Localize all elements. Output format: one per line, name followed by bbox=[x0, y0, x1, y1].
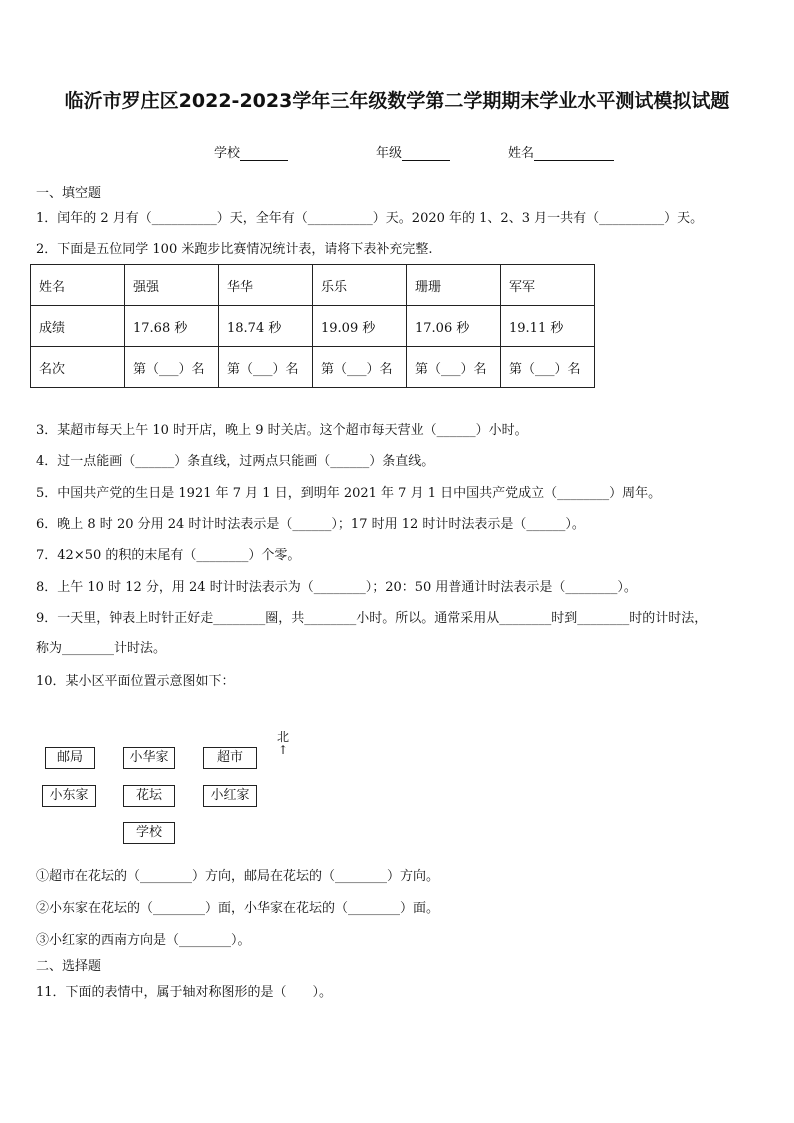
table-cell: 19.09 秒 bbox=[313, 306, 407, 347]
table-cell: 军军 bbox=[501, 265, 595, 306]
table-cell[interactable]: 第（___）名 bbox=[501, 347, 595, 388]
table-cell[interactable]: 第（___）名 bbox=[125, 347, 219, 388]
question-8: 8．上午 10 时 12 分，用 24 时计时法表示为（________）；20：50 用普通计时法表示是（________）。 bbox=[36, 580, 637, 595]
question-4: 4．过一点能画（______）条直线，过两点只能画（______）条直线。 bbox=[36, 454, 435, 469]
question-11: 11．下面的表情中，属于轴对称图形的是（ ）。 bbox=[36, 985, 333, 1000]
table-cell: 珊珊 bbox=[407, 265, 501, 306]
grade-field bbox=[376, 142, 450, 161]
map-flower-bed: 花坛 bbox=[123, 785, 175, 807]
score-table bbox=[30, 264, 595, 388]
section-multiple-choice: 二、选择题 bbox=[36, 959, 102, 974]
map-post-office: 邮局 bbox=[45, 747, 95, 769]
name-blank[interactable] bbox=[534, 146, 614, 161]
name-field bbox=[508, 142, 614, 161]
question-1: 1．闰年的 2 月有（__________）天，全年有（__________）天。2020 年的 1、2、3 月一共有（__________）天。 bbox=[36, 211, 704, 226]
map-xiaohong-home: 小红家 bbox=[203, 785, 257, 807]
table-cell: 成绩 bbox=[31, 306, 125, 347]
map-supermarket: 超市 bbox=[203, 747, 257, 769]
question-6: 6．晚上 8 时 20 分用 24 时计时法表示是（______）；17 时用 12 时计时法表示是（______）。 bbox=[36, 517, 585, 532]
table-cell: 18.74 秒 bbox=[219, 306, 313, 347]
table-cell: 19.11 秒 bbox=[501, 306, 595, 347]
table-cell: 名次 bbox=[31, 347, 125, 388]
page-title: 临沂市罗庄区2022-2023学年三年级数学第二学期期末学业水平测试模拟试题 bbox=[64, 90, 730, 112]
school-label: 学校 bbox=[214, 146, 241, 161]
table-cell: 17.06 秒 bbox=[407, 306, 501, 347]
table-row bbox=[31, 265, 595, 306]
question-5: 5．中国共产党的生日是 1921 年 7 月 1 日，到明年 2021 年 7 月 1 日中国共产党成立（________）周年。 bbox=[36, 486, 662, 501]
north-indicator bbox=[276, 731, 290, 757]
question-3: 3．某超市每天上午 10 时开店，晚上 9 时关店。这个超市每天营业（______）小时。 bbox=[36, 423, 528, 438]
question-10-1: ①超市在花坛的（________）方向，邮局在花坛的（________）方向。 bbox=[36, 869, 440, 884]
table-cell[interactable]: 第（___）名 bbox=[219, 347, 313, 388]
table-cell[interactable]: 第（___）名 bbox=[313, 347, 407, 388]
question-9-line2: 称为________计时法。 bbox=[36, 641, 167, 656]
north-label: 北 bbox=[276, 730, 289, 744]
school-field bbox=[214, 142, 288, 161]
table-row bbox=[31, 306, 595, 347]
name-label: 姓名 bbox=[508, 146, 535, 161]
question-10: 10．某小区平面位置示意图如下： bbox=[36, 674, 235, 689]
question-2: 2．下面是五位同学 100 米跑步比赛情况统计表，请将下表补充完整. bbox=[36, 242, 433, 257]
question-9-line1: 9．一天里，钟表上时针正好走________圈，共________小时。所以。通常采用从________时到________时的计时法， bbox=[36, 611, 708, 626]
table-row bbox=[31, 347, 595, 388]
table-cell: 华华 bbox=[219, 265, 313, 306]
question-10-2: ②小东家在花坛的（________）面，小华家在花坛的（________）面。 bbox=[36, 901, 440, 916]
table-cell: 17.68 秒 bbox=[125, 306, 219, 347]
north-arrow-icon: ↑ bbox=[277, 743, 289, 757]
table-cell: 姓名 bbox=[31, 265, 125, 306]
map-school: 学校 bbox=[123, 822, 175, 844]
table-cell[interactable]: 第（___）名 bbox=[407, 347, 501, 388]
map-xiaohua-home: 小华家 bbox=[123, 747, 175, 769]
school-blank[interactable] bbox=[240, 146, 288, 161]
table-cell: 强强 bbox=[125, 265, 219, 306]
question-7: 7．42×50 的积的末尾有（________）个零。 bbox=[36, 548, 301, 563]
table-cell: 乐乐 bbox=[313, 265, 407, 306]
grade-blank[interactable] bbox=[402, 146, 450, 161]
grade-label: 年级 bbox=[376, 146, 403, 161]
section-fill-blank: 一、填空题 bbox=[36, 186, 102, 201]
map-xiaodong-home: 小东家 bbox=[42, 785, 96, 807]
question-10-3: ③小红家的西南方向是（________）。 bbox=[36, 933, 251, 948]
